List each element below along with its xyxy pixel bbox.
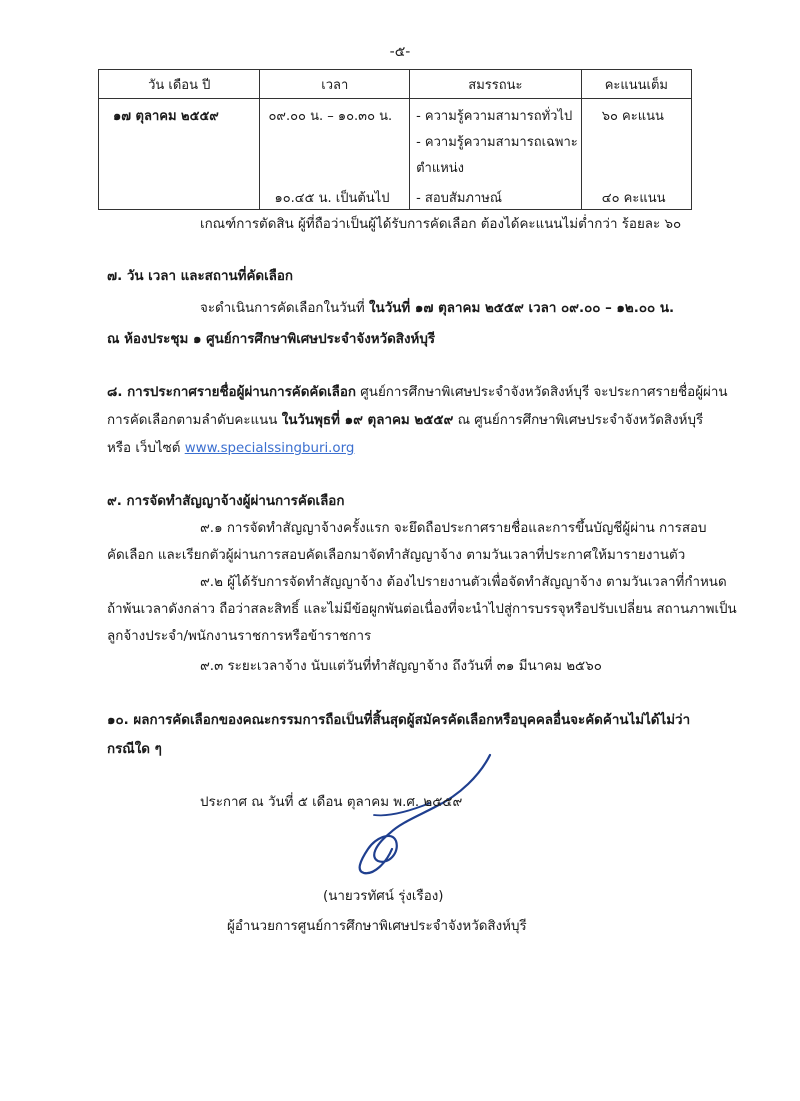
schedule-table (98, 69, 692, 210)
section8-line2 (107, 413, 703, 429)
section9-p1-line2: คัดเลือก และเรียกตัวผู้ผ่านการสอบคัดเลือกมาจัดทำสัญญาจ้าง ตามวันเวลาที่ประกาศให้มารายงานตัว (107, 548, 686, 563)
section7-heading: ๗. วัน เวลา และสถานที่คัดเลือก (107, 269, 294, 284)
section8-prefix: การคัดเลือกตามลำดับคะแนน (107, 413, 282, 428)
website-link[interactable]: www.specialssingburi.org (184, 441, 355, 456)
competency-specific-cont: ตำแหน่ง (416, 161, 465, 176)
section9-heading: ๙. การจัดทำสัญญาจ้างผู้ผ่านการคัดเลือก (107, 494, 345, 509)
signature-image (330, 745, 500, 885)
criteria-text: เกณฑ์การตัดสิน ผู้ที่ถือว่าเป็นผู้ได้รับการคัดเลือก ต้องได้คะแนนไม่ต่ำกว่า ร้อยละ ๖๐ (200, 217, 682, 232)
section7-venue: ณ ห้องประชุม ๑ ศูนย์การศึกษาพิเศษประจำจังหวัดสิงห์บุรี (107, 332, 436, 347)
cell-date (99, 99, 260, 210)
exam-date: ๑๗ ตุลาคม ๒๕๕๙ (113, 109, 219, 124)
section7-time: เวลา ๐๙.๐๐ – ๑๒.๐๐ น. (523, 301, 675, 316)
section7-date: ในวันที่ ๑๗ ตุลาคม ๒๕๕๙ (369, 301, 524, 316)
competency-specific: - ความรู้ความสามารถเฉพาะ (416, 135, 578, 150)
header-date: วัน เดือน ปี (99, 70, 260, 99)
score-40: ๔๐ คะแนน (601, 191, 666, 206)
section8-suffix: ณ ศูนย์การศึกษาพิเศษประจำจังหวัดสิงห์บุรี (453, 413, 704, 428)
section8-website-label: หรือ เว็บไซต์ (107, 441, 185, 456)
competency-interview: - สอบสัมภาษณ์ (416, 191, 502, 206)
announce-date: ประกาศ ณ วันที่ ๕ เดือน ตุลาคม พ.ศ. ๒๕๕๙ (200, 795, 463, 810)
table-header-row (99, 70, 692, 99)
section10-line2: กรณีใด ๆ (107, 742, 162, 757)
section8-rest: ศูนย์การศึกษาพิเศษประจำจังหวัดสิงห์บุรี จะประกาศรายชื่อผู้ผ่าน (356, 385, 728, 400)
time-slot-2: ๑๐.๔๕ น. เป็นต้นไป (274, 191, 390, 206)
section8-line3 (107, 441, 354, 457)
section8-heading: ๘. การประกาศรายชื่อผู้ผ่านการคัดคัดเลือก (107, 385, 357, 400)
header-score: คะแนนเต็ม (581, 70, 691, 99)
section9-p3: ๙.๓ ระยะเวลาจ้าง นับแต่วันที่ทำสัญญาจ้าง ถึงวันที่ ๓๑ มีนาคม ๒๕๖๐ (200, 659, 602, 674)
time-slot-1: ๐๙.๐๐ น. – ๑๐.๓๐ น. (268, 109, 393, 124)
section7-line1 (200, 301, 674, 317)
cell-score (581, 99, 691, 210)
section8-line1 (107, 385, 728, 401)
header-time: เวลา (260, 70, 410, 99)
section7-prefix: จะดำเนินการคัดเลือกในวันที่ (200, 301, 369, 316)
signer-title: ผู้อำนวยการศูนย์การศึกษาพิเศษประจำจังหวัดสิงห์บุรี (227, 919, 527, 934)
cell-time (260, 99, 410, 210)
header-competency: สมรรถนะ (410, 70, 582, 99)
competency-general: - ความรู้ความสามารถทั่วไป (416, 109, 573, 124)
section10-line1: ๑๐. ผลการคัดเลือกของคณะกรรมการถือเป็นที่สิ้นสุดผู้สมัครคัดเลือกหรือบุคคลอื่นจะคัดค้านไม่ได้ไม่ว่า (107, 713, 691, 728)
score-60: ๖๐ คะแนน (601, 109, 664, 124)
signer-name: (นายวรทัศน์ รุ่งเรือง) (323, 889, 444, 904)
page-number: -๕- (389, 44, 411, 60)
section9-p2-line1: ๙.๒ ผู้ได้รับการจัดทำสัญญาจ้าง ต้องไปรายงานตัวเพื่อจัดทำสัญญาจ้าง ตามวันเวลาที่กำหนด (200, 575, 727, 590)
cell-competency (410, 99, 582, 210)
section8-date: ในวันพุธที่ ๑๙ ตุลาคม ๒๕๕๙ (281, 413, 454, 428)
section9-p2-line2: ถ้าพ้นเวลาดังกล่าว ถือว่าสละสิทธิ์ และไม่มีข้อผูกพันต่อเนื่องที่จะนำไปสู่การบรรจุหรือปรับเปลี่ยน สถานภาพเป็น (107, 602, 737, 617)
section9-p1-line1: ๙.๑ การจัดทำสัญญาจ้างครั้งแรก จะยึดถือประกาศรายชื่อและการขึ้นบัญชีผู้ผ่าน การสอบ (200, 521, 707, 536)
table-row (99, 99, 692, 210)
section9-p2-line3: ลูกจ้างประจำ/พนักงานราชการหรือข้าราชการ (107, 629, 372, 644)
